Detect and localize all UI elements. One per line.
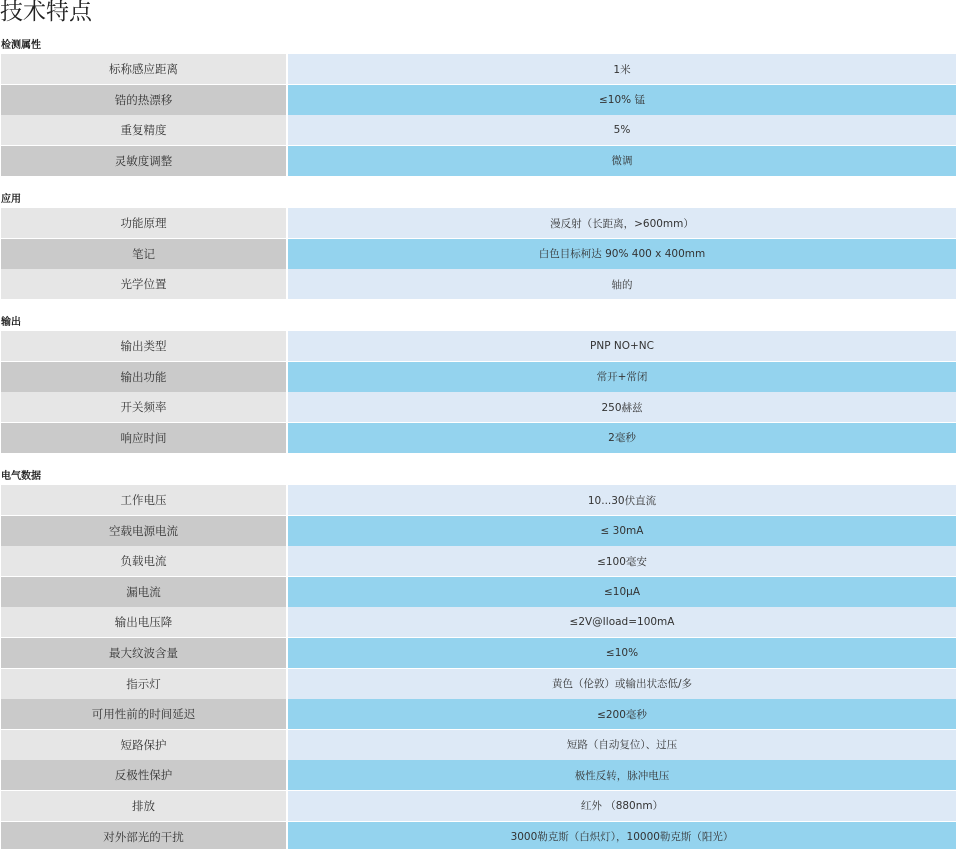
spec-label: 工作电压 bbox=[1, 485, 286, 515]
table-row bbox=[1, 208, 956, 238]
spec-label: 输出功能 bbox=[1, 362, 286, 392]
spec-label: 功能原理 bbox=[1, 208, 286, 238]
spec-label: 空载电源电流 bbox=[1, 516, 286, 546]
spec-label: 排放 bbox=[1, 791, 286, 821]
spec-value: 微调 bbox=[288, 146, 956, 176]
section-heading-detection: 检测属性 bbox=[1, 40, 41, 51]
spec-value: 1米 bbox=[288, 54, 956, 84]
spec-value: 红外 （880nm） bbox=[288, 791, 956, 821]
spec-value: 3000勒克斯（白炽灯），10000勒克斯（阳光） bbox=[288, 822, 956, 849]
table-row bbox=[1, 730, 956, 760]
spec-value: 黄色（伦敦）或输出状态低/多 bbox=[288, 669, 956, 699]
spec-table-output bbox=[1, 331, 956, 453]
section-heading-electrical: 电气数据 bbox=[1, 471, 41, 482]
spec-value: 10...30伏直流 bbox=[288, 485, 956, 515]
spec-label: 输出类型 bbox=[1, 331, 286, 361]
spec-label: 可用性前的时间延迟 bbox=[1, 699, 286, 729]
spec-table-detection bbox=[1, 54, 956, 176]
spec-value: 短路（自动复位）、过压 bbox=[288, 730, 956, 760]
table-row bbox=[1, 115, 956, 145]
table-row bbox=[1, 577, 956, 607]
table-row bbox=[1, 638, 956, 668]
spec-label: 锆的热漂移 bbox=[1, 85, 286, 115]
spec-label: 灵敏度调整 bbox=[1, 146, 286, 176]
table-row bbox=[1, 85, 956, 115]
table-row bbox=[1, 362, 956, 392]
spec-value: ≤200毫秒 bbox=[288, 699, 956, 729]
spec-label: 最大纹波含量 bbox=[1, 638, 286, 668]
spec-value: ≤100毫安 bbox=[288, 546, 956, 576]
table-row bbox=[1, 485, 956, 515]
spec-value: 漫反射（长距离，>600mm） bbox=[288, 208, 956, 238]
page-title: 技术特点 bbox=[0, 0, 92, 25]
spec-table-application bbox=[1, 208, 956, 300]
spec-label: 光学位置 bbox=[1, 269, 286, 299]
spec-label: 标称感应距离 bbox=[1, 54, 286, 84]
table-row bbox=[1, 331, 956, 361]
spec-label: 重复精度 bbox=[1, 115, 286, 145]
table-row bbox=[1, 822, 956, 849]
spec-value: ≤ 30mA bbox=[288, 516, 956, 546]
spec-value: 白色目标柯达 90% 400 x 400mm bbox=[288, 239, 956, 269]
spec-label: 漏电流 bbox=[1, 577, 286, 607]
section-heading-application: 应用 bbox=[1, 194, 21, 205]
spec-label: 反极性保护 bbox=[1, 760, 286, 790]
spec-value: PNP NO+NC bbox=[288, 331, 956, 361]
spec-label: 指示灯 bbox=[1, 669, 286, 699]
spec-value: 常开+常闭 bbox=[288, 362, 956, 392]
spec-label: 对外部光的干扰 bbox=[1, 822, 286, 849]
spec-label: 输出电压降 bbox=[1, 607, 286, 637]
table-row bbox=[1, 269, 956, 299]
table-row bbox=[1, 423, 956, 453]
table-row bbox=[1, 699, 956, 729]
spec-value: 250赫兹 bbox=[288, 392, 956, 422]
spec-label: 笔记 bbox=[1, 239, 286, 269]
table-row bbox=[1, 760, 956, 790]
table-row bbox=[1, 516, 956, 546]
table-row bbox=[1, 546, 956, 576]
table-row bbox=[1, 607, 956, 637]
table-row bbox=[1, 669, 956, 699]
spec-value: ≤10% bbox=[288, 638, 956, 668]
spec-value: 2毫秒 bbox=[288, 423, 956, 453]
spec-label: 短路保护 bbox=[1, 730, 286, 760]
spec-value: 轴的 bbox=[288, 269, 956, 299]
section-heading-output: 输出 bbox=[1, 317, 21, 328]
spec-table-electrical bbox=[1, 485, 956, 849]
spec-value: ≤10µA bbox=[288, 577, 956, 607]
spec-label: 响应时间 bbox=[1, 423, 286, 453]
spec-value: 5% bbox=[288, 115, 956, 145]
spec-label: 负载电流 bbox=[1, 546, 286, 576]
spec-value: ≤10% 锰 bbox=[288, 85, 956, 115]
table-row bbox=[1, 392, 956, 422]
spec-value: 极性反转，脉冲电压 bbox=[288, 760, 956, 790]
spec-label: 开关频率 bbox=[1, 392, 286, 422]
table-row bbox=[1, 146, 956, 176]
table-row bbox=[1, 791, 956, 821]
table-row bbox=[1, 239, 956, 269]
spec-value: ≤2V@Iload=100mA bbox=[288, 607, 956, 637]
table-row bbox=[1, 54, 956, 84]
